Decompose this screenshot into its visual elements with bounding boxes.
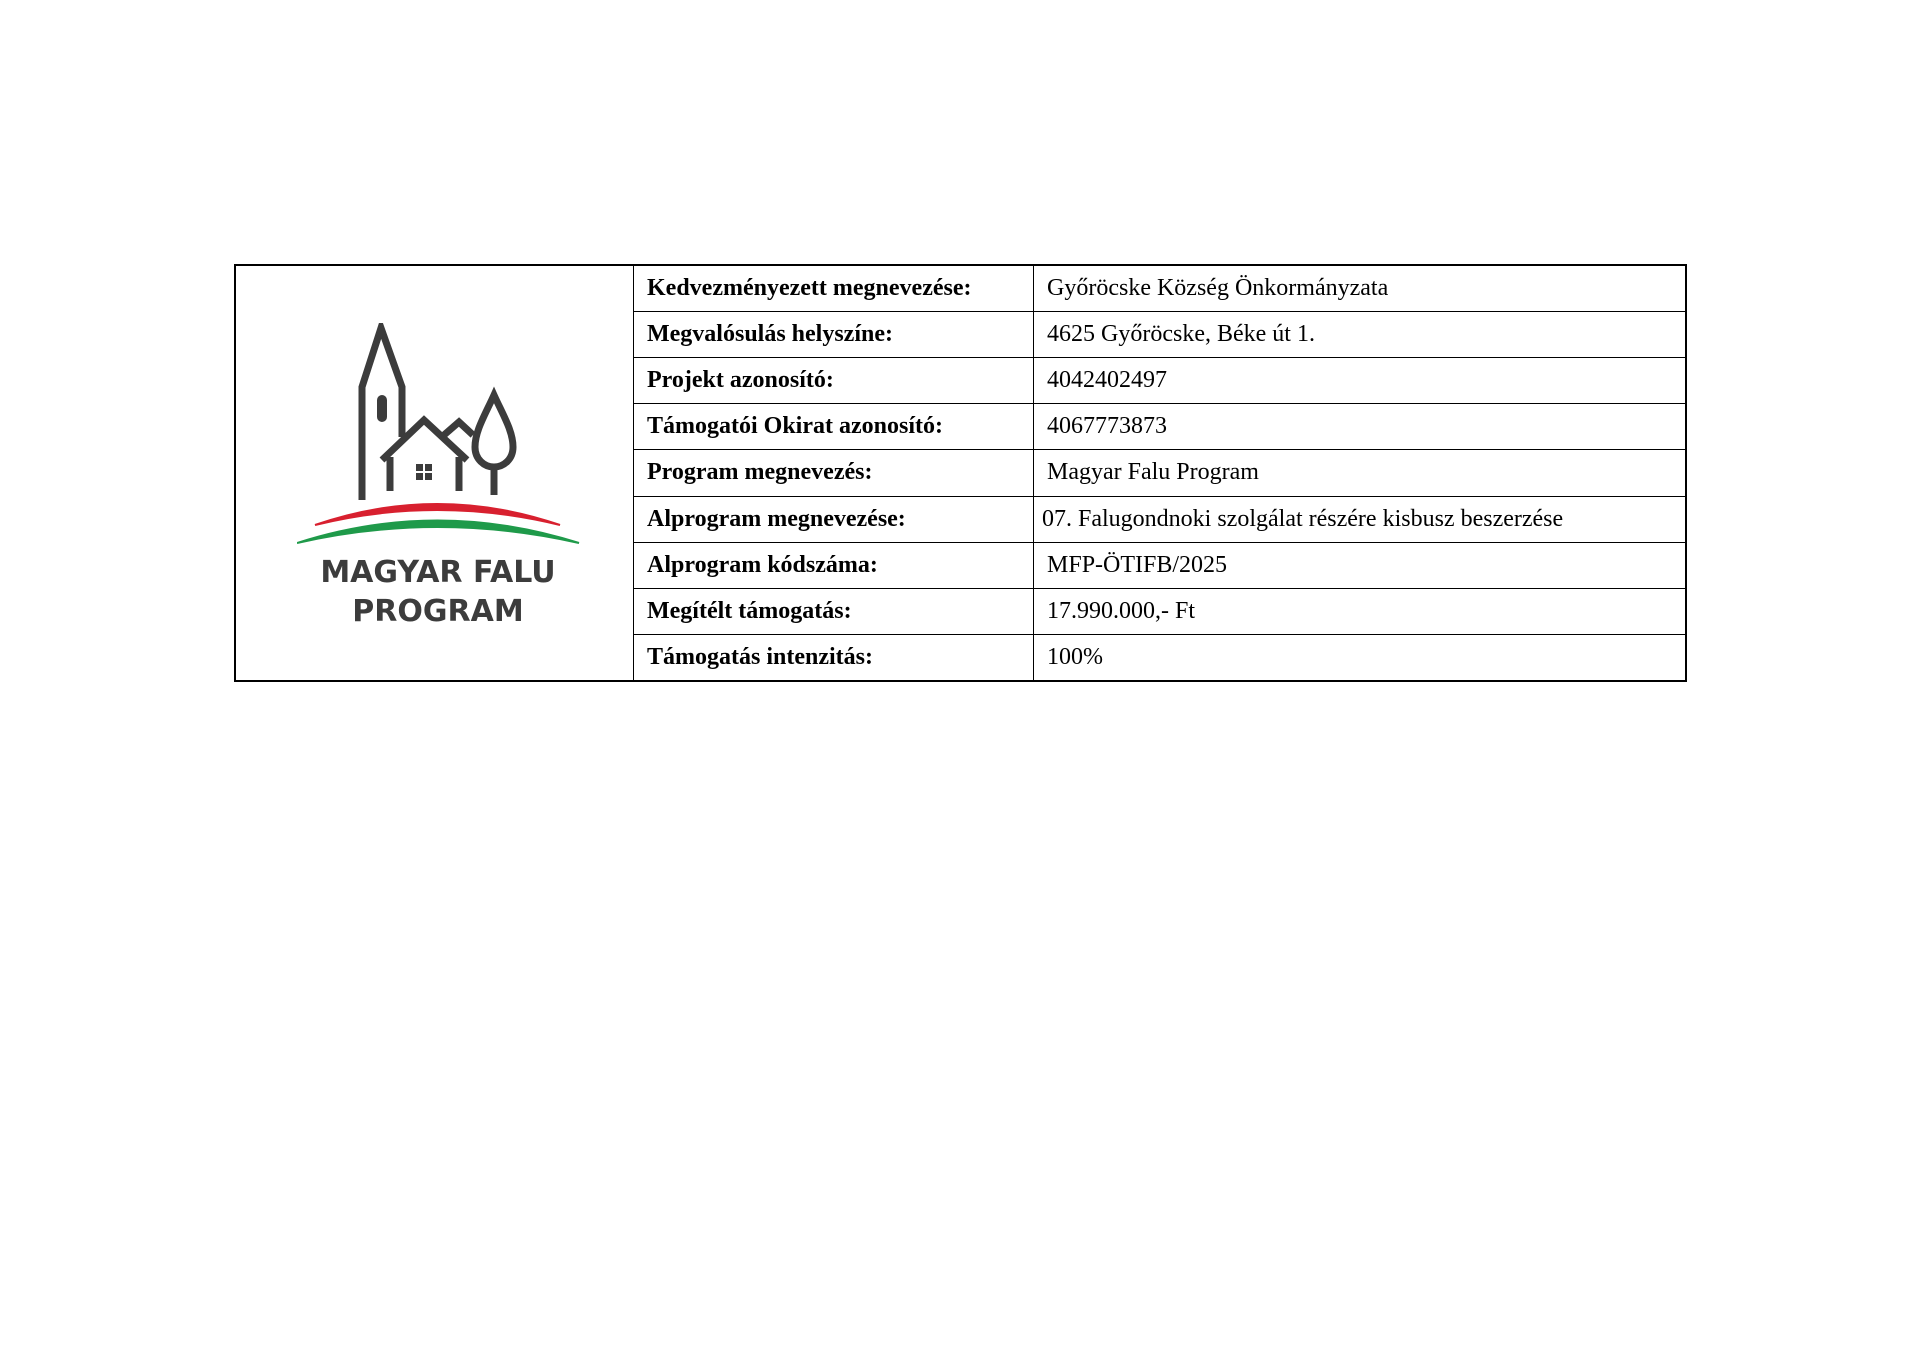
table-row [634, 543, 1685, 589]
row-value: 07. Falugondnoki szolgálat részére kisbusz beszerzése [1042, 505, 1564, 532]
table-row [634, 404, 1685, 450]
row-label: Kedvezményezett megnevezése: [634, 266, 1034, 311]
table-row [634, 450, 1685, 496]
row-value: 4042402497 [1047, 367, 1167, 394]
logo-cell [236, 266, 634, 680]
row-value: Győröcske Község Önkormányzata [1047, 275, 1389, 302]
row-label: Alprogram kódszáma: [634, 543, 1034, 588]
logo-text-line2: PROGRAM [352, 594, 524, 623]
row-value: 100% [1047, 643, 1103, 670]
row-label: Megvalósulás helyszíne: [634, 312, 1034, 357]
green-arc [297, 521, 579, 544]
row-value: 4067773873 [1047, 413, 1167, 440]
row-label: Projekt azonosító: [634, 358, 1034, 403]
table-row [634, 497, 1685, 543]
row-label: Támogatás intenzitás: [634, 635, 1034, 680]
row-label: Program megnevezés: [634, 450, 1034, 495]
row-label: Támogatói Okirat azonosító: [634, 404, 1034, 449]
table-row [634, 358, 1685, 404]
row-value: Magyar Falu Program [1047, 459, 1259, 486]
table-row [634, 635, 1685, 680]
row-value: MFP-ÖTIFB/2025 [1047, 551, 1228, 578]
row-label: Alprogram megnevezése: [634, 497, 1034, 542]
info-rows [634, 266, 1685, 680]
row-value: 4625 Győröcske, Béke út 1. [1047, 321, 1315, 348]
logo-text-line1: MAGYAR FALU [320, 555, 556, 590]
table-row [634, 266, 1685, 312]
table-row [634, 312, 1685, 358]
table-row [634, 589, 1685, 635]
project-info-table [234, 264, 1687, 682]
row-value: 17.990.000,- Ft [1047, 597, 1196, 624]
row-label: Megítélt támogatás: [634, 589, 1034, 634]
magyar-falu-program-logo [297, 323, 582, 623]
